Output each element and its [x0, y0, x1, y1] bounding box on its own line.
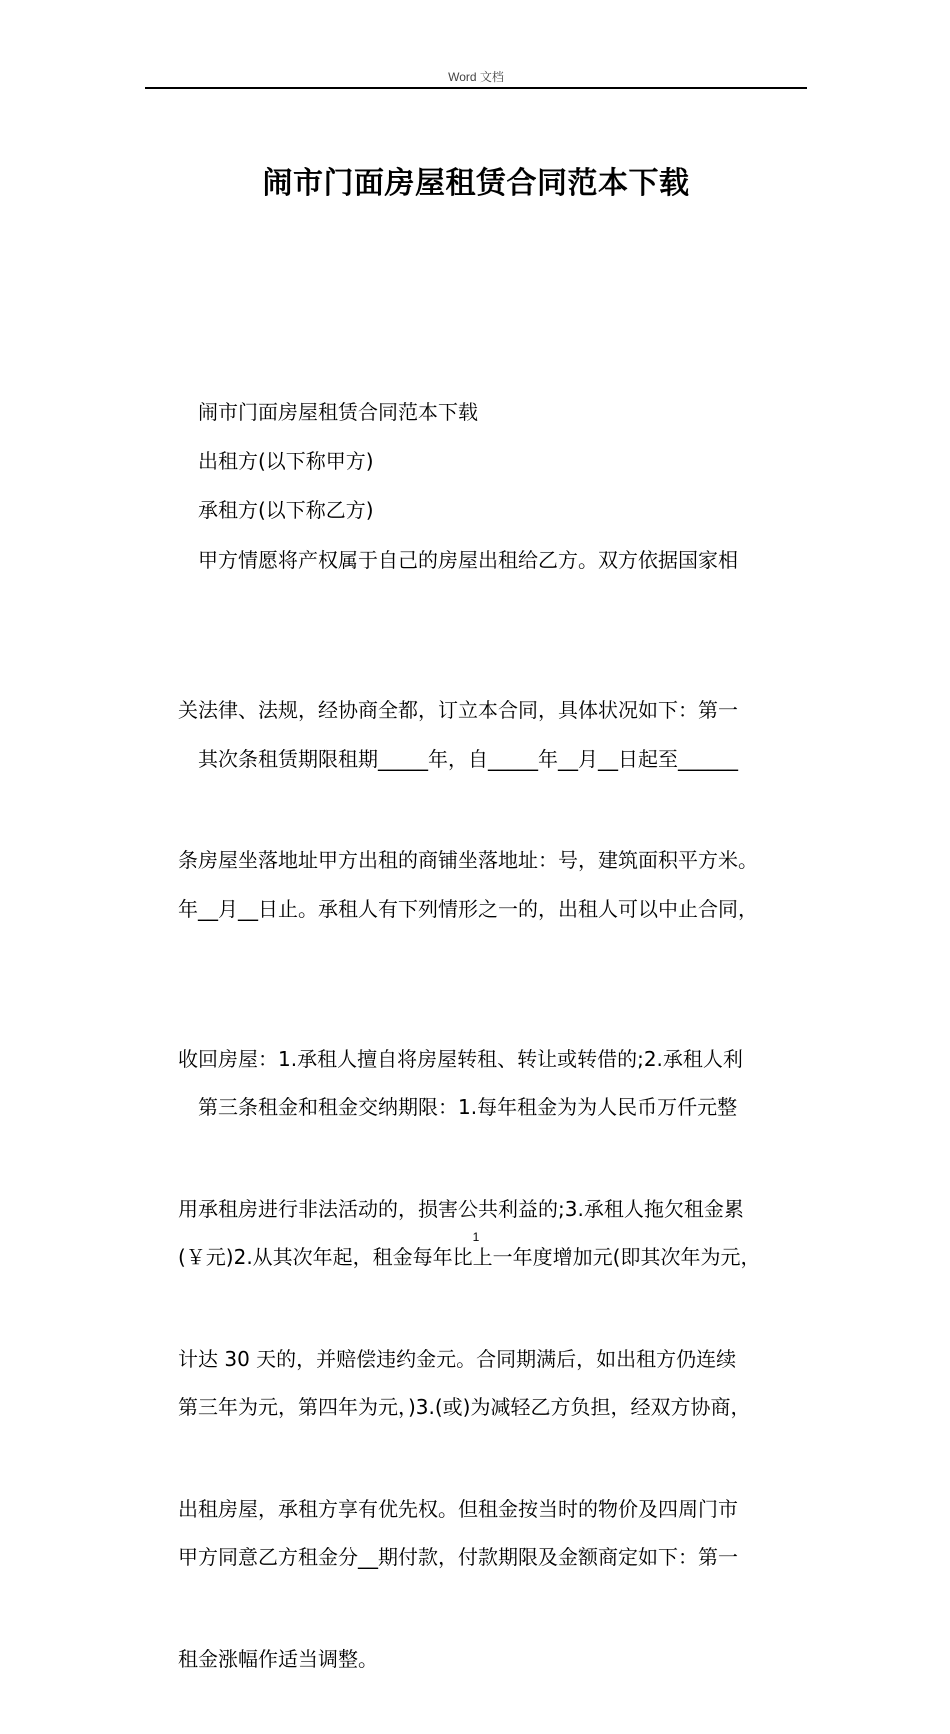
- document-title: 闹市门面房屋租赁合同范本下载: [262, 166, 690, 201]
- paragraph-line: 甲方同意乙方租金分__期付款，付款期限及金额商定如下：第一: [178, 1545, 738, 1569]
- paragraph-line: 租金涨幅作适当调整。: [178, 1647, 378, 1671]
- paragraph-line: 用承租房进行非法活动的，损害公共利益的;3.承租人拖欠租金累: [178, 1197, 744, 1221]
- paragraph-line: 其次条租赁期限租期_____年，自_____年__月__日起至______: [178, 747, 738, 771]
- paragraph-line: (￥元)2.从其次年起，租金每年比上一年度增加元(即其次年为元，: [178, 1245, 761, 1269]
- header-rule: [145, 87, 807, 89]
- paragraph-line: 条房屋坐落地址甲方出租的商铺坐落地址：号，建筑面积平方米。: [178, 848, 758, 872]
- paragraph-line: 出租方(以下称甲方): [178, 449, 374, 473]
- paragraph-line: 出租房屋，承租方享有优先权。但租金按当时的物价及四周门市: [178, 1497, 738, 1521]
- paragraph-line: 关法律、法规，经协商全都，订立本合同，具体状况如下：第一: [178, 698, 738, 722]
- paragraph-line: 闹市门面房屋租赁合同范本下载: [178, 400, 478, 424]
- paragraph-line: 年__月__日止。承租人有下列情形之一的，出租人可以中止合同，: [178, 897, 758, 921]
- paragraph-line: 甲方情愿将产权属于自己的房屋出租给乙方。双方依据国家相: [178, 548, 738, 572]
- page-number: 1: [472, 1230, 480, 1244]
- paragraph-line: 第三条租金和租金交纳期限：1.每年租金为为人民币万仟元整: [178, 1095, 738, 1119]
- page-header: Word 文档: [448, 70, 504, 84]
- paragraph-line: 收回房屋：1.承租人擅自将房屋转租、转让或转借的;2.承租人利: [178, 1047, 743, 1071]
- paragraph-line: 第三年为元，第四年为元，)3.(或)为减轻乙方负担，经双方协商，: [178, 1395, 751, 1419]
- paragraph-6: [178, 982, 818, 1632]
- paragraph-line: 承租方(以下称乙方): [178, 498, 374, 522]
- paragraph-line: 计达 30 天的，并赔偿违约金元。合同期满后，如出租方仍连续: [178, 1347, 737, 1371]
